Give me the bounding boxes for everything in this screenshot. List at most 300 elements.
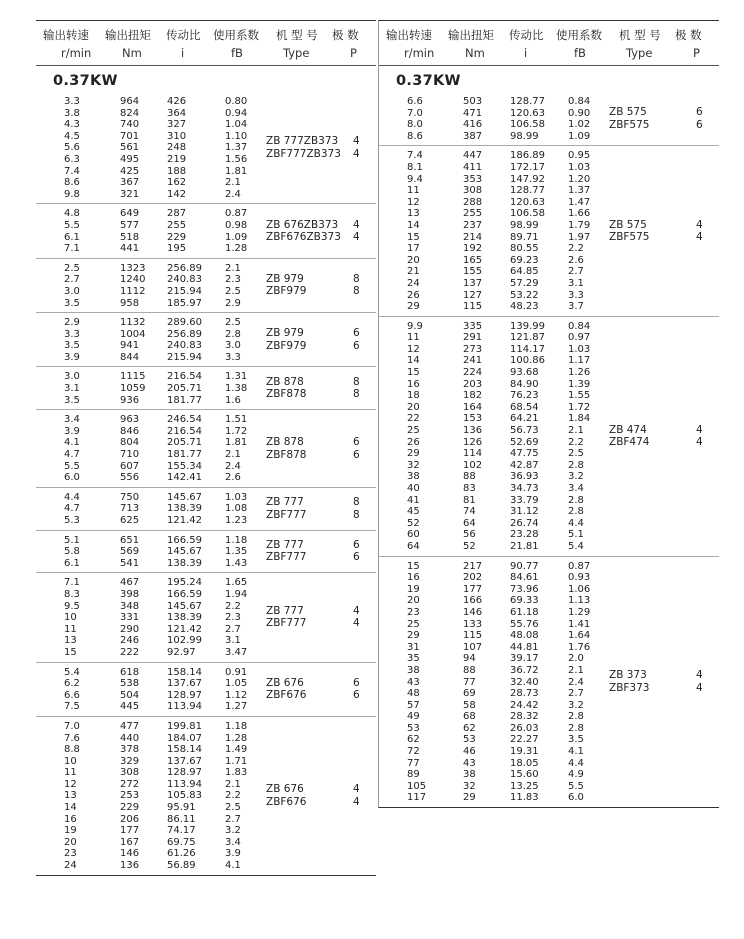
ratio-cell: 22.27	[510, 734, 539, 746]
table-row	[36, 329, 376, 341]
table-row	[379, 321, 719, 333]
factor-cell: 3.2	[568, 699, 584, 711]
ratio-cell: 145.67	[167, 546, 202, 558]
table-row	[36, 814, 376, 826]
ratio-cell: 100.86	[510, 355, 545, 367]
model-type: ZB 575	[609, 218, 647, 231]
pole-count: 6	[696, 118, 703, 131]
table-row	[379, 390, 719, 402]
model-type: ZB 979	[266, 272, 304, 285]
speed-cell: 4.7	[64, 449, 80, 461]
table-row	[379, 471, 719, 483]
ratio-cell: 255	[167, 219, 187, 231]
factor-cell: 0.91	[225, 666, 248, 678]
pole-count: 6	[353, 551, 360, 564]
table-row	[379, 355, 719, 367]
table-row	[36, 779, 376, 791]
speed-cell: 53	[407, 722, 420, 734]
ratio-cell: 289.60	[167, 317, 202, 329]
ratio-cell: 162	[167, 177, 187, 189]
table-row	[36, 612, 376, 624]
ratio-cell: 158.14	[167, 744, 202, 756]
table-row	[36, 503, 376, 515]
model-type: ZBF474	[609, 436, 650, 449]
table-row	[36, 535, 376, 547]
ratio-cell: 120.63	[510, 107, 545, 119]
model-type: ZBF373	[609, 681, 650, 694]
model-group	[36, 716, 376, 875]
speed-cell: 5.5	[64, 460, 80, 472]
factor-cell: 1.10	[225, 130, 248, 142]
speed-cell: 6.1	[64, 231, 80, 243]
ratio-cell: 121.42	[167, 623, 202, 635]
pole-count: 4	[353, 604, 360, 617]
table-row	[379, 665, 719, 677]
torque-cell: 137	[463, 277, 483, 289]
ratio-cell: 90.77	[510, 560, 539, 572]
torque-cell: 440	[120, 732, 140, 744]
torque-cell: 964	[120, 96, 140, 107]
pole-count: 4	[696, 436, 703, 449]
factor-cell: 1.51	[225, 414, 248, 426]
speed-cell: 38	[407, 664, 420, 676]
factor-cell: 1.37	[568, 185, 591, 197]
ratio-cell: 39.17	[510, 653, 539, 665]
ratio-cell: 205.71	[167, 383, 202, 395]
model-type: ZBF575	[609, 118, 650, 131]
table-row	[36, 371, 376, 383]
torque-cell: 224	[463, 367, 483, 379]
factor-cell: 2.2	[225, 790, 241, 802]
speed-cell: 3.1	[64, 383, 80, 395]
ratio-cell: 216.54	[167, 425, 202, 437]
factor-cell: 4.4	[568, 757, 584, 769]
table-row	[36, 383, 376, 395]
torque-cell: 222	[120, 646, 140, 658]
model-group	[36, 312, 376, 366]
torque-cell: 58	[463, 699, 476, 711]
ratio-cell: 120.63	[510, 196, 545, 208]
factor-cell: 1.65	[225, 577, 248, 589]
table-row	[379, 266, 719, 278]
speed-cell: 64	[407, 540, 420, 552]
factor-cell: 1.97	[568, 231, 591, 243]
ratio-cell: 84.61	[510, 572, 539, 584]
torque-cell: 651	[120, 534, 140, 546]
header-ratio: 传动比	[166, 28, 201, 42]
factor-cell: 0.90	[568, 107, 591, 119]
speed-cell: 9.5	[64, 600, 80, 612]
speed-cell: 15	[407, 560, 420, 572]
model-type: ZB 777ZB373	[266, 135, 339, 148]
torque-cell: 136	[120, 860, 140, 872]
ratio-cell: 93.68	[510, 367, 539, 379]
table-row	[379, 460, 719, 472]
table-row	[379, 607, 719, 619]
ratio-cell: 248	[167, 142, 187, 154]
ratio-cell: 256.89	[167, 328, 202, 340]
ratio-cell: 52.69	[510, 436, 539, 448]
factor-cell: 0.80	[225, 96, 248, 107]
ratio-cell: 287	[167, 208, 187, 220]
table-row	[379, 619, 719, 631]
ratio-cell: 184.07	[167, 732, 202, 744]
factor-cell: 1.18	[225, 534, 248, 546]
factor-cell: 1.04	[225, 119, 248, 131]
speed-cell: 8.6	[64, 177, 80, 189]
torque-cell: 114	[463, 448, 483, 460]
table-row	[379, 483, 719, 495]
ratio-cell: 137.67	[167, 755, 202, 767]
factor-cell: 1.02	[568, 119, 591, 131]
ratio-cell: 147.92	[510, 173, 545, 185]
table-row	[36, 690, 376, 702]
speed-cell: 3.3	[64, 328, 80, 340]
table-row	[379, 425, 719, 437]
factor-cell: 1.18	[225, 720, 248, 732]
torque-cell: 411	[463, 161, 483, 173]
ratio-cell: 158.14	[167, 666, 202, 678]
factor-cell: 1.76	[568, 641, 591, 653]
table-row	[379, 630, 719, 642]
speed-cell: 8.6	[407, 130, 423, 142]
speed-cell: 13	[64, 790, 77, 802]
factor-cell: 3.1	[568, 277, 584, 289]
torque-cell: 804	[120, 437, 140, 449]
torque-cell: 166	[463, 595, 483, 607]
ratio-cell: 113.94	[167, 778, 202, 790]
model-group	[36, 409, 376, 487]
torque-cell: 750	[120, 491, 140, 503]
speed-cell: 40	[407, 483, 420, 494]
table-row	[36, 744, 376, 756]
pole-count: 4	[696, 423, 703, 436]
torque-cell: 1004	[120, 328, 146, 340]
torque-cell: 255	[463, 208, 483, 220]
torque-cell: 202	[463, 572, 483, 584]
header-poles: 极 数	[675, 28, 702, 42]
table-row	[379, 220, 719, 232]
header-poles: 极 数	[332, 28, 359, 42]
speed-cell: 9.4	[407, 173, 423, 185]
unit-ratio: i	[524, 46, 528, 60]
unit-ratio: i	[181, 46, 185, 60]
speed-cell: 4.5	[64, 130, 80, 142]
torque-cell: 398	[120, 588, 140, 600]
speed-cell: 31	[407, 641, 420, 653]
ratio-cell: 28.32	[510, 711, 539, 723]
torque-cell: 273	[463, 343, 483, 355]
torque-cell: 29	[463, 792, 476, 804]
speed-cell: 11	[64, 623, 77, 635]
factor-cell: 1.83	[225, 767, 248, 779]
factor-cell: 2.2	[568, 436, 584, 448]
ratio-cell: 57.29	[510, 277, 539, 289]
speed-cell: 3.5	[64, 297, 80, 309]
table-row	[36, 263, 376, 275]
ratio-cell: 155.34	[167, 460, 202, 472]
model-type: ZBF676	[266, 795, 307, 808]
speed-cell: 45	[407, 506, 420, 518]
speed-cell: 18	[407, 390, 420, 402]
factor-cell: 1.26	[568, 367, 591, 379]
speed-cell: 9.8	[64, 188, 80, 200]
speed-cell: 2.9	[64, 317, 80, 329]
factor-cell: 2.6	[225, 472, 241, 484]
torque-cell: 936	[120, 394, 140, 406]
ratio-cell: 61.26	[167, 848, 196, 860]
torque-cell: 467	[120, 577, 140, 589]
speed-cell: 14	[407, 355, 420, 367]
torque-cell: 958	[120, 297, 140, 309]
factor-cell: 1.64	[568, 630, 591, 642]
ratio-cell: 139.99	[510, 320, 545, 332]
factor-cell: 1.35	[225, 546, 248, 558]
torque-cell: 824	[120, 107, 140, 119]
torque-cell: 153	[463, 413, 483, 425]
factor-cell: 0.95	[568, 150, 591, 162]
ratio-cell: 56.89	[167, 860, 196, 872]
speed-cell: 10	[64, 612, 77, 624]
left-table-body	[36, 92, 376, 875]
table-header	[36, 21, 376, 66]
speed-cell: 5.3	[64, 515, 80, 526]
torque-cell: 844	[120, 351, 140, 363]
factor-cell: 5.5	[568, 780, 584, 792]
torque-cell: 477	[120, 720, 140, 732]
factor-cell: 1.39	[568, 378, 591, 390]
ratio-cell: 34.73	[510, 483, 539, 494]
left-table	[36, 20, 376, 876]
speed-cell: 6.2	[64, 678, 80, 690]
ratio-cell: 19.31	[510, 746, 539, 758]
factor-cell: 2.3	[225, 612, 241, 624]
speed-cell: 7.1	[64, 577, 80, 589]
torque-cell: 146	[120, 848, 140, 860]
table-row	[379, 758, 719, 770]
torque-cell: 329	[120, 755, 140, 767]
table-header	[379, 21, 719, 66]
model-group	[36, 366, 376, 409]
ratio-cell: 166.59	[167, 534, 202, 546]
factor-cell: 2.5	[225, 802, 241, 814]
table-row	[36, 667, 376, 679]
factor-cell: 1.06	[568, 583, 591, 595]
factor-cell: 2.8	[568, 494, 584, 506]
speed-cell: 16	[64, 813, 77, 825]
factor-cell: 4.1	[225, 860, 241, 872]
factor-cell: 0.84	[568, 320, 591, 332]
header-ratio: 传动比	[509, 28, 544, 42]
table-row	[379, 413, 719, 425]
table-row	[379, 344, 719, 356]
speed-cell: 89	[407, 769, 420, 781]
ratio-cell: 364	[167, 107, 187, 119]
ratio-cell: 240.83	[167, 274, 202, 286]
torque-cell: 214	[463, 231, 483, 243]
ratio-cell: 53.22	[510, 289, 539, 301]
ratio-cell: 18.05	[510, 757, 539, 769]
ratio-cell: 138.39	[167, 557, 202, 569]
speed-cell: 5.1	[64, 534, 80, 546]
torque-cell: 577	[120, 219, 140, 231]
table-row	[36, 756, 376, 768]
speed-cell: 3.0	[64, 371, 80, 383]
torque-cell: 69	[463, 688, 476, 700]
speed-cell: 15	[407, 367, 420, 379]
ratio-cell: 105.83	[167, 790, 202, 802]
ratio-cell: 69.33	[510, 595, 539, 607]
torque-cell: 618	[120, 666, 140, 678]
table-row	[36, 243, 376, 255]
table-row	[379, 150, 719, 162]
factor-cell: 3.3	[568, 289, 584, 301]
table-row	[379, 174, 719, 186]
ratio-cell: 114.17	[510, 343, 545, 355]
table-row	[379, 781, 719, 793]
speed-cell: 3.4	[64, 414, 80, 426]
speed-cell: 23	[407, 606, 420, 618]
model-type: ZB 777	[266, 496, 304, 509]
ratio-cell: 24.42	[510, 699, 539, 711]
table-row	[379, 746, 719, 758]
torque-cell: 56	[463, 529, 476, 541]
torque-cell: 416	[463, 119, 483, 131]
torque-cell: 253	[120, 790, 140, 802]
factor-cell: 1.05	[225, 678, 248, 690]
factor-cell: 2.5	[225, 285, 241, 297]
table-row	[379, 332, 719, 344]
speed-cell: 24	[64, 860, 77, 872]
right-table-body	[379, 92, 719, 807]
model-group	[36, 662, 376, 716]
factor-cell: 2.5	[225, 317, 241, 329]
table-row	[379, 700, 719, 712]
table-row	[379, 584, 719, 596]
torque-cell: 425	[120, 165, 140, 177]
factor-cell: 4.9	[568, 769, 584, 781]
table-row	[36, 624, 376, 636]
ratio-cell: 145.67	[167, 491, 202, 503]
table-row	[379, 367, 719, 379]
speed-cell: 38	[407, 471, 420, 483]
torque-cell: 136	[463, 425, 483, 437]
model-type: ZB 676	[266, 676, 304, 689]
ratio-cell: 48.23	[510, 301, 539, 313]
ratio-cell: 219	[167, 153, 187, 165]
ratio-cell: 47.75	[510, 448, 539, 460]
table-row	[379, 379, 719, 391]
speed-cell: 62	[407, 734, 420, 746]
model-type: ZBF878	[266, 448, 307, 461]
factor-cell: 3.4	[568, 483, 584, 494]
ratio-cell: 68.54	[510, 401, 539, 413]
factor-cell: 4.4	[568, 517, 584, 529]
factor-cell: 1.08	[225, 503, 248, 515]
speed-cell: 15	[407, 231, 420, 243]
model-group	[379, 316, 719, 556]
factor-cell: 1.27	[225, 701, 248, 713]
torque-cell: 64	[463, 517, 476, 529]
torque-cell: 308	[120, 767, 140, 779]
torque-cell: 387	[463, 130, 483, 142]
speed-cell: 5.6	[64, 142, 80, 154]
ratio-cell: 48.08	[510, 630, 539, 642]
speed-cell: 9.9	[407, 320, 423, 332]
factor-cell: 2.8	[568, 711, 584, 723]
table-row	[379, 769, 719, 781]
speed-cell: 13	[64, 635, 77, 647]
table-row	[379, 402, 719, 414]
table-row	[36, 472, 376, 484]
unit-torque: Nm	[122, 46, 142, 60]
torque-cell: 46	[463, 746, 476, 758]
speed-cell: 3.5	[64, 394, 80, 406]
torque-cell: 32	[463, 780, 476, 792]
factor-cell: 1.03	[568, 161, 591, 173]
table-row	[379, 197, 719, 209]
model-type: ZB 676	[266, 783, 304, 796]
table-row	[379, 185, 719, 197]
model-type: ZB 777	[266, 538, 304, 551]
pole-count: 4	[353, 231, 360, 244]
model-group	[379, 92, 719, 145]
factor-cell: 2.4	[225, 460, 241, 472]
speed-cell: 6.6	[64, 689, 80, 701]
torque-cell: 701	[120, 130, 140, 142]
pole-count: 4	[353, 795, 360, 808]
model-group	[36, 487, 376, 530]
pole-count: 4	[696, 231, 703, 244]
speed-cell: 19	[64, 825, 77, 837]
torque-cell: 177	[120, 825, 140, 837]
factor-cell: 3.2	[568, 471, 584, 483]
speed-cell: 3.0	[64, 285, 80, 297]
table-row	[379, 529, 719, 541]
ratio-cell: 128.77	[510, 185, 545, 197]
speed-cell: 17	[407, 243, 420, 255]
torque-cell: 335	[463, 320, 483, 332]
unit-type: Type	[626, 46, 653, 60]
unit-torque: Nm	[465, 46, 485, 60]
power-label: 0.37KW	[396, 73, 461, 89]
ratio-cell: 73.96	[510, 583, 539, 595]
ratio-cell: 195.24	[167, 577, 202, 589]
torque-cell: 367	[120, 177, 140, 189]
factor-cell: 2.2	[225, 600, 241, 612]
model-group	[379, 556, 719, 807]
ratio-cell: 55.76	[510, 618, 539, 630]
ratio-cell: 186.89	[510, 150, 545, 162]
speed-cell: 52	[407, 517, 420, 529]
table-row	[379, 131, 719, 143]
factor-cell: 1.84	[568, 413, 591, 425]
speed-cell: 19	[407, 583, 420, 595]
speed-cell: 5.4	[64, 666, 80, 678]
right-table	[378, 20, 719, 808]
factor-cell: 1.03	[225, 491, 248, 503]
torque-cell: 625	[120, 515, 140, 526]
speed-cell: 57	[407, 699, 420, 711]
torque-cell: 206	[120, 813, 140, 825]
pole-count: 4	[353, 147, 360, 160]
table-row	[36, 119, 376, 131]
ratio-cell: 26.74	[510, 517, 539, 529]
torque-cell: 164	[463, 401, 483, 413]
ratio-cell: 142	[167, 188, 187, 200]
speed-cell: 8.8	[64, 744, 80, 756]
ratio-cell: 188	[167, 165, 187, 177]
